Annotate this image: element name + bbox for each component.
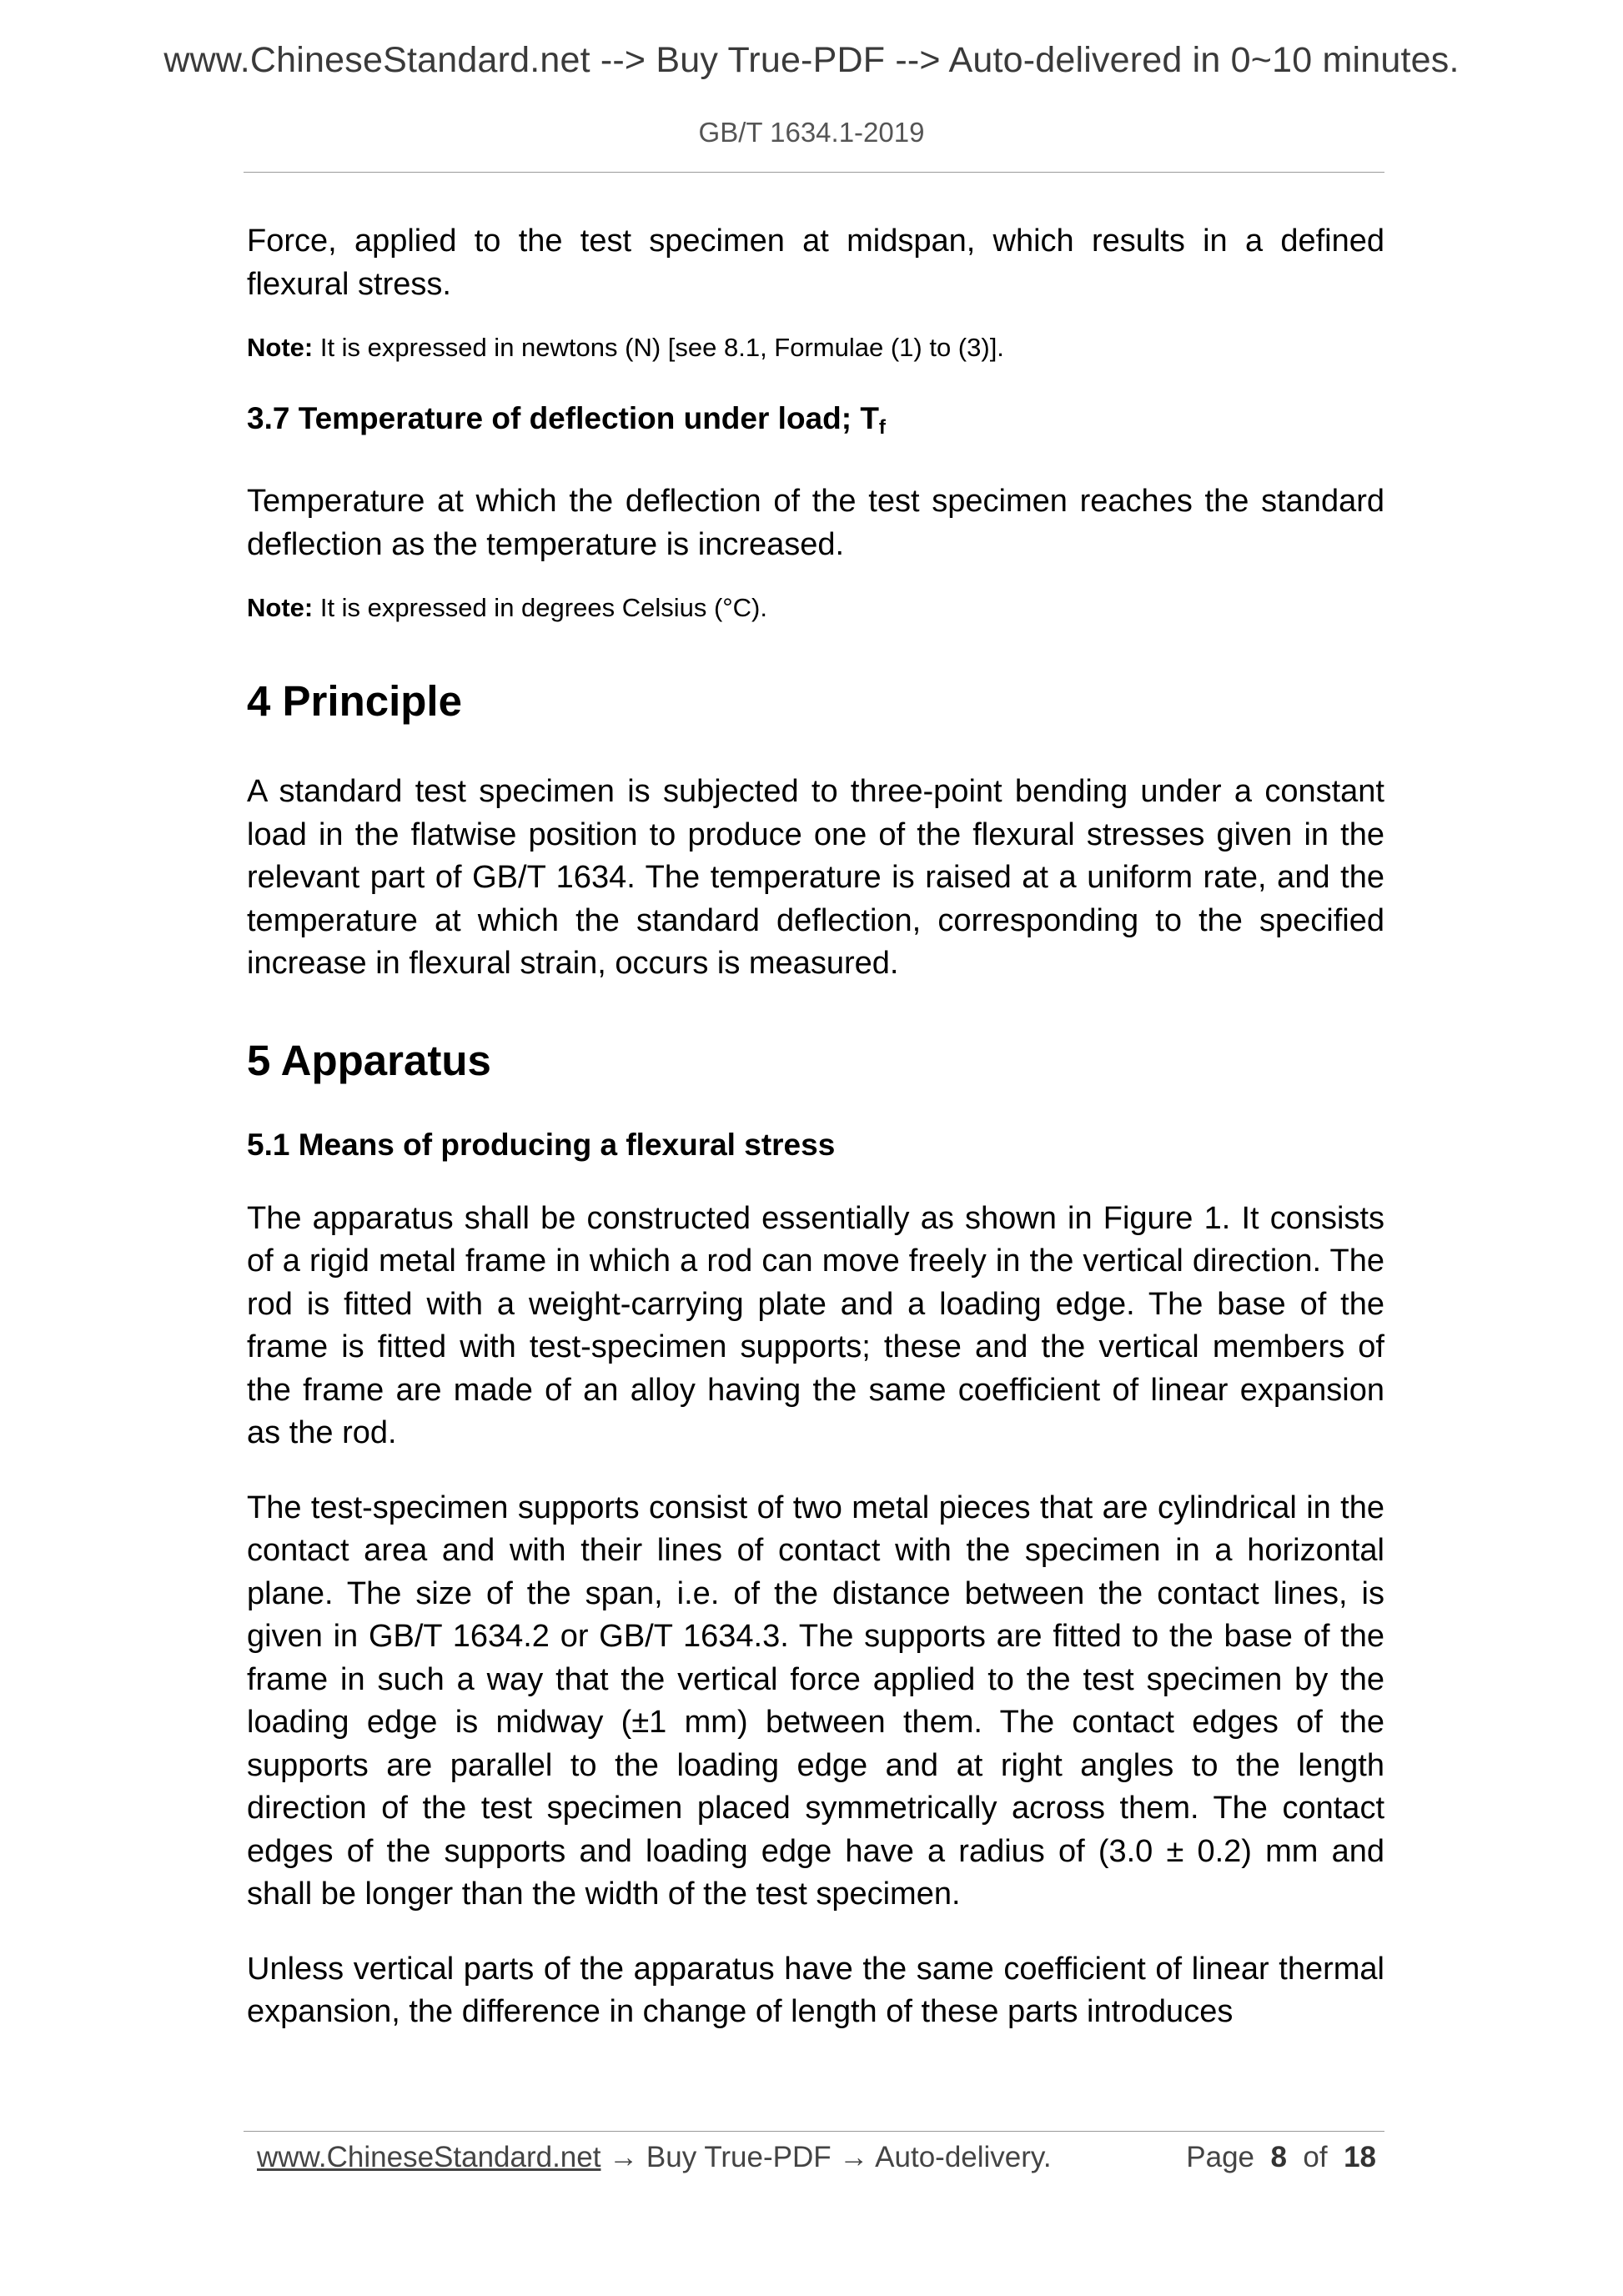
heading-5-1: 5.1 Means of producing a flexural stress	[247, 1127, 836, 1162]
note-newtons	[247, 331, 1384, 364]
heading-3-7-text: 3.7 Temperature of deflection under load; T	[247, 401, 879, 435]
paragraph-apparatus-frame: The apparatus shall be constructed essentially as shown in Figure 1. It consists of a rigid metal frame in which a rod can move freely in the vertical direction. The rod is fitted with a weight-carrying plate and a loading edge. The base of the frame is fitted with test-specimen supports; these and the vertical members of the frame are made of an alloy having the same coefficient of linear expansion as the rod.	[247, 1200, 1384, 1450]
paragraph-specimen-supports: The test-specimen supports consist of two metal pieces that are cylindrical in the contact area and with their lines of contact with the specimen in a horizontal plane. The size of the span, i.e. of the distance between the contact lines, is given in GB/T 1634.2 or GB/T 1634.3. The supports are fitted to the base of the frame in such a way that the vertical force applied to the test specimen by the loading edge is midway (±1 mm) between them. The contact edges of the supports are parallel to the loading edge and at right angles to the length direction of the test specimen placed symmetrically across them. The contact edges of the supports and loading edge have a radius of (3.0 ± 0.2) mm and shall be longer than the width of the test specimen.	[247, 1490, 1384, 1912]
page-content	[247, 220, 1384, 2034]
page-total: 18	[1344, 2141, 1376, 2173]
heading-4-principle: 4 Principle	[247, 677, 462, 725]
footer-divider	[244, 2131, 1384, 2132]
page-number: 8	[1270, 2141, 1287, 2173]
footer-tagline: → Buy True-PDF → Auto-delivery.	[600, 2141, 1052, 2173]
note-text: It is expressed in degrees Celsius (°C).	[313, 593, 767, 622]
document-number: GB/T 1634.1-2019	[698, 117, 925, 148]
note-celsius	[247, 591, 1384, 625]
footer-site-link[interactable]: www.ChineseStandard.net	[257, 2141, 601, 2173]
paragraph-thermal-expansion: Unless vertical parts of the apparatus have the same coefficient of linear thermal expansion, the difference in change of length of these parts introduces	[247, 1951, 1384, 2029]
page-of-label: of	[1303, 2141, 1328, 2173]
site-banner: www.ChineseStandard.net --> Buy True-PDF --> Auto-delivered in 0~10 minutes.	[163, 40, 1460, 80]
header-divider	[244, 172, 1384, 173]
page-indicator	[1186, 2138, 1376, 2178]
paragraph-principle: A standard test specimen is subjected to three-point bending under a constant load in the flatwise position to produce one of the flexural stresses given in the relevant part of GB/T 1634. The temperature is raised at a uniform rate, and the temperature at which the standard deflection, corresponding to the specified increase in flexural strain, occurs is measured.	[247, 774, 1384, 981]
paragraph-force-definition: Force, applied to the test specimen at midspan, which results in a defined flexural stress.	[247, 224, 1384, 302]
heading-3-7-subscript: f	[878, 416, 886, 439]
page-footer	[257, 2138, 1376, 2178]
note-label: Note:	[247, 593, 314, 622]
page-label: Page	[1186, 2141, 1255, 2173]
note-label: Note:	[247, 333, 314, 362]
heading-3-7	[247, 399, 1384, 447]
heading-5-apparatus: 5 Apparatus	[247, 1036, 491, 1084]
paragraph-temperature-definition: Temperature at which the deflection of the test specimen reaches the standard deflection as the temperature is increased.	[247, 484, 1384, 562]
note-text: It is expressed in newtons (N) [see 8.1, Formulae (1) to (3)].	[313, 333, 1004, 362]
